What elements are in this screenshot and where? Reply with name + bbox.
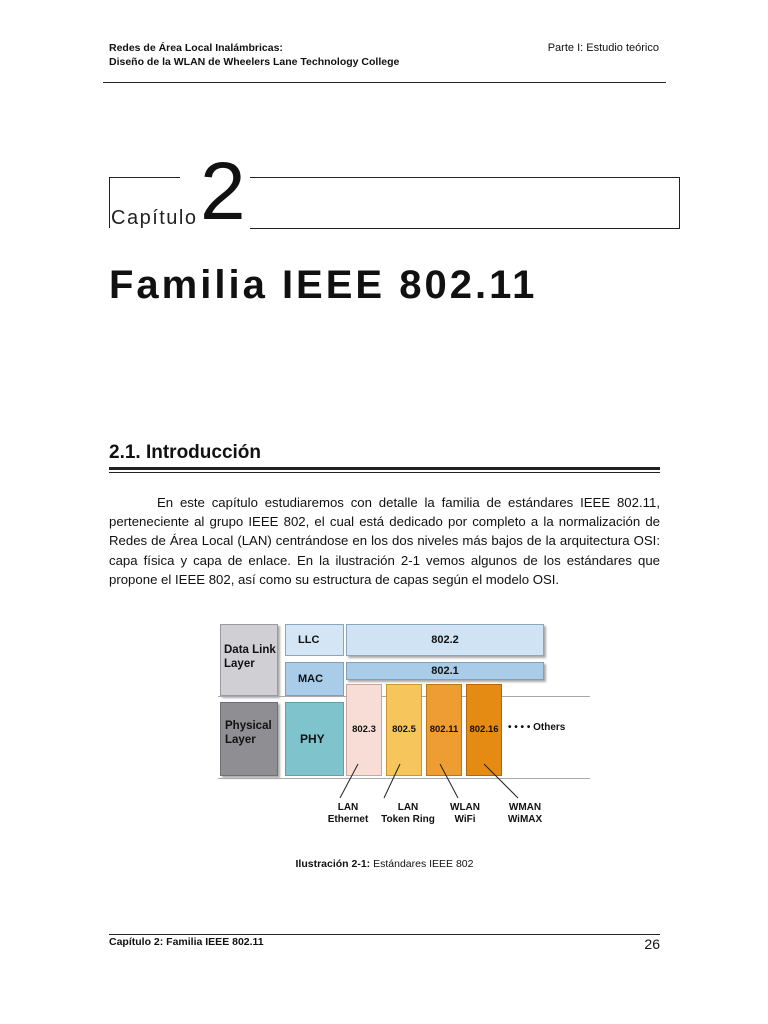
chapter-number: 2 [200,146,246,237]
others-label: • • • • Others [508,722,566,733]
data-link-layer-box: Data Link Layer [220,624,278,696]
intro-paragraph-text: En este capítulo estudiaremos con detalle la familia de estándares IEEE 802.11, perteneciente al grupo IEEE 802, el cual está dedicado por completo a la normalización de Redes de Área Local (LAN) centrándose en los dos niveles más bajos de la arquitectura OSI: capa física y capa de enlace. En la ilustración 2-1 vemos algunos de los estándares que propone el IEEE 802, así como su estructura de capas según el modelo OSI. [109,495,660,587]
section-rule-thin [109,472,660,473]
label-wman-wimax: WMAN WiMAX [507,802,543,825]
chapter-title: Familia IEEE 802.11 [109,263,538,307]
std-802-3-box: 802.3 [346,684,382,776]
header-rule [103,82,666,83]
running-header [109,41,399,69]
llc-box: LLC [285,624,344,656]
label-lan-token-ring: LAN Token Ring [381,802,435,825]
pointer-lines [218,618,590,833]
header-line-1: Redes de Área Local Inalámbricas: [109,42,283,54]
section-rule-thick [109,467,660,470]
header-line-2: Diseño de la WLAN de Wheelers Lane Technology College [109,56,400,68]
page-number: 26 [644,936,660,952]
label-lan-ethernet: LAN Ethernet [327,802,369,825]
label-wlan-wifi: WLAN WiFi [450,802,480,825]
caption-label: Ilustración 2-1: [295,858,371,870]
std-802-16-box: 802.16 [466,684,502,776]
footer-rule [109,934,660,935]
intro-paragraph [109,493,660,589]
section-title: 2.1. Introducción [109,442,262,463]
mac-box: MAC [285,662,344,696]
std-802-11-box: 802.11 [426,684,462,776]
ieee-802-diagram [218,618,590,833]
figure-caption [109,858,660,870]
std-802-1-box: 802.1 [346,662,544,680]
phy-box: PHY [285,702,344,776]
chapter-label: Capítulo [111,207,198,229]
std-802-5-box: 802.5 [386,684,422,776]
footer-chapter: Capítulo 2: Familia IEEE 802.11 [109,936,264,948]
physical-layer-box: Physical Layer [220,702,278,776]
header-part: Parte I: Estudio teórico [547,42,659,54]
chapter-frame-right [250,177,680,229]
std-802-2-box: 802.2 [346,624,544,656]
caption-text: Estándares IEEE 802 [370,858,474,870]
